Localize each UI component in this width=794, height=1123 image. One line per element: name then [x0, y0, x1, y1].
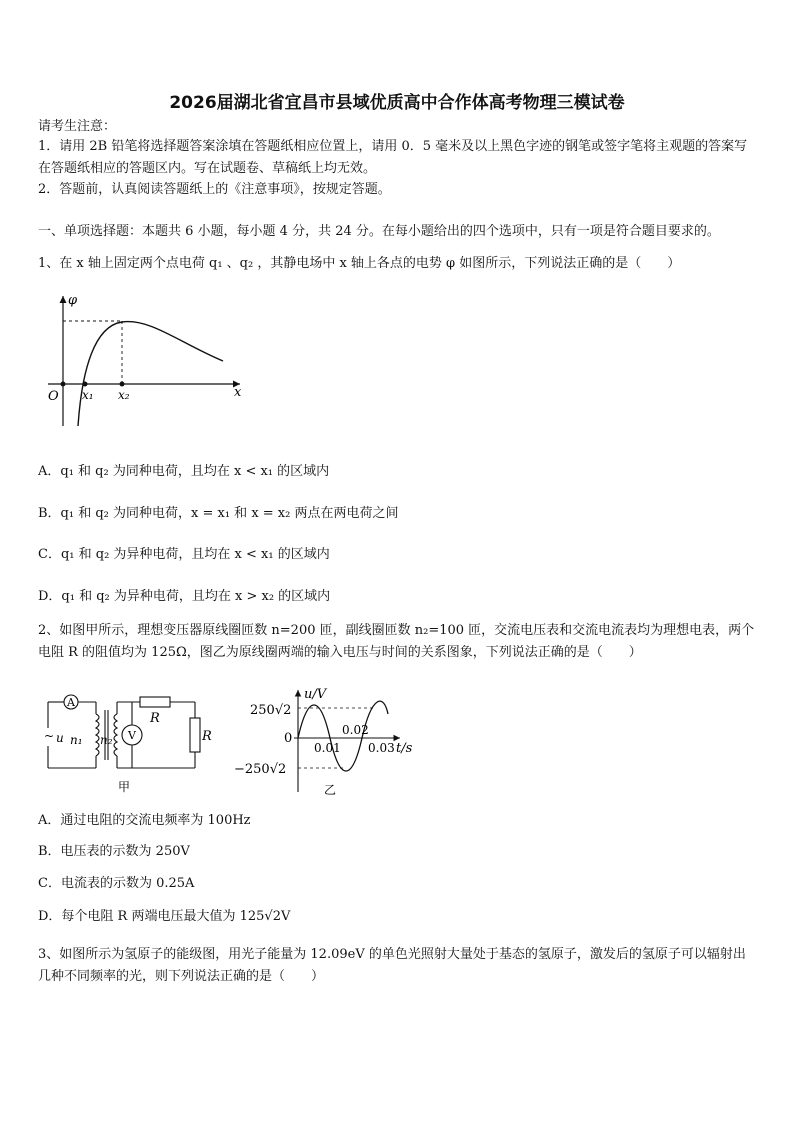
resistor-label-2: R [202, 729, 212, 744]
x2-dot [120, 382, 125, 387]
ac-source-icon: ~ [44, 729, 55, 743]
u-label: u [56, 731, 64, 745]
zero-label: 0 [284, 731, 293, 746]
voltage-waveform [228, 684, 428, 796]
wave-caption: 乙 [324, 783, 337, 796]
exam-title: 2026届湖北省宜昌市县域优质高中合作体高考物理三模试卷 [169, 93, 625, 113]
x1-dot [83, 382, 88, 387]
q2-option-a: A．通过电阻的交流电频率为 100Hz [38, 813, 251, 828]
q1-option-b: B．q₁ 和 q₂ 为同种电荷，x = x₁ 和 x = x₂ 两点在两电荷之间 [38, 506, 399, 521]
potential-curve [78, 322, 223, 426]
section-heading: 一、单项选择题：本题共 6 小题，每小题 4 分，共 24 分。在每小题给出的四个选项中，只有一项是符合题目要求的。 [38, 224, 720, 239]
q1-option-a: A．q₁ 和 q₂ 为同种电荷，且均在 x < x₁ 的区域内 [38, 464, 330, 479]
x2-label: x₂ [118, 388, 130, 402]
ymin-label: −250√2 [234, 762, 287, 777]
question-2-stem: 2、如图甲所示，理想变压器原线圈匝数 n=200 匝，副线圈匝数 n₂=100 匝，交流电压表和交流电流表均为理想电表，两个电阻 R 的阻值均为 125Ω，图乙为原线圈两端的输入电压与时间的关系图象，下列说法正确的是（ ） [38, 623, 755, 660]
voltmeter-label: V [128, 729, 136, 742]
tick-001: 0.01 [314, 741, 341, 755]
x1-label: x₁ [82, 388, 94, 402]
tick-003: 0.03 [368, 741, 395, 755]
n1-label: n₁ [70, 733, 83, 747]
q2-option-d: D．每个电阻 R 两端电压最大值为 125√2V [38, 909, 291, 924]
x-label: x [234, 385, 242, 400]
q1-option-d: D．q₁ 和 q₂ 为异种电荷，且均在 x > x₂ 的区域内 [38, 589, 331, 604]
q2-option-c: C．电流表的示数为 0.25A [38, 876, 195, 891]
origin-label: O [48, 389, 59, 404]
phi-label: φ [68, 293, 78, 308]
potential-graph [40, 288, 250, 428]
q1-option-c: C．q₁ 和 q₂ 为异种电荷，且均在 x < x₁ 的区域内 [38, 547, 330, 562]
notice-item-1: 1．请用 2B 铅笔将选择题答案涂填在答题纸相应位置上，请用 0．5 毫米及以上黑色字迹的钢笔或签字笔将主观题的答案写在答题纸相应的答题区内。写在试题卷、草稿纸上均无效。 [38, 139, 748, 176]
tick-002: 0.02 [342, 723, 369, 737]
n2-label: n₂ [100, 733, 113, 747]
notice-heading: 请考生注意： [38, 119, 117, 134]
ymax-label: 250√2 [250, 703, 292, 718]
question-1-stem: 1、在 x 轴上固定两个点电荷 q₁ 、q₂ ，其静电场中 x 轴上各点的电势 φ 如图所示，下列说法正确的是（ ） [38, 256, 681, 271]
transformer-circuit [40, 688, 220, 796]
t-axis-label: t/s [396, 741, 413, 756]
u-axis-label: u/V [304, 687, 327, 702]
circuit-caption: 甲 [118, 780, 131, 794]
origin-dot [61, 382, 66, 387]
notice-item-2: 2．答题前，认真阅读答题纸上的《注意事项》，按规定答题。 [38, 182, 391, 197]
ammeter-label: A [67, 696, 75, 709]
resistor-label-1: R [150, 711, 160, 726]
question-3-stem: 3、如图所示为氢原子的能级图，用光子能量为 12.09eV 的单色光照射大量处于基态的氢原子，激发后的氢原子可以辐射出几种不同频率的光，则下列说法正确的是（ ） [38, 947, 746, 984]
q2-option-b: B．电压表的示数为 250V [38, 844, 190, 859]
